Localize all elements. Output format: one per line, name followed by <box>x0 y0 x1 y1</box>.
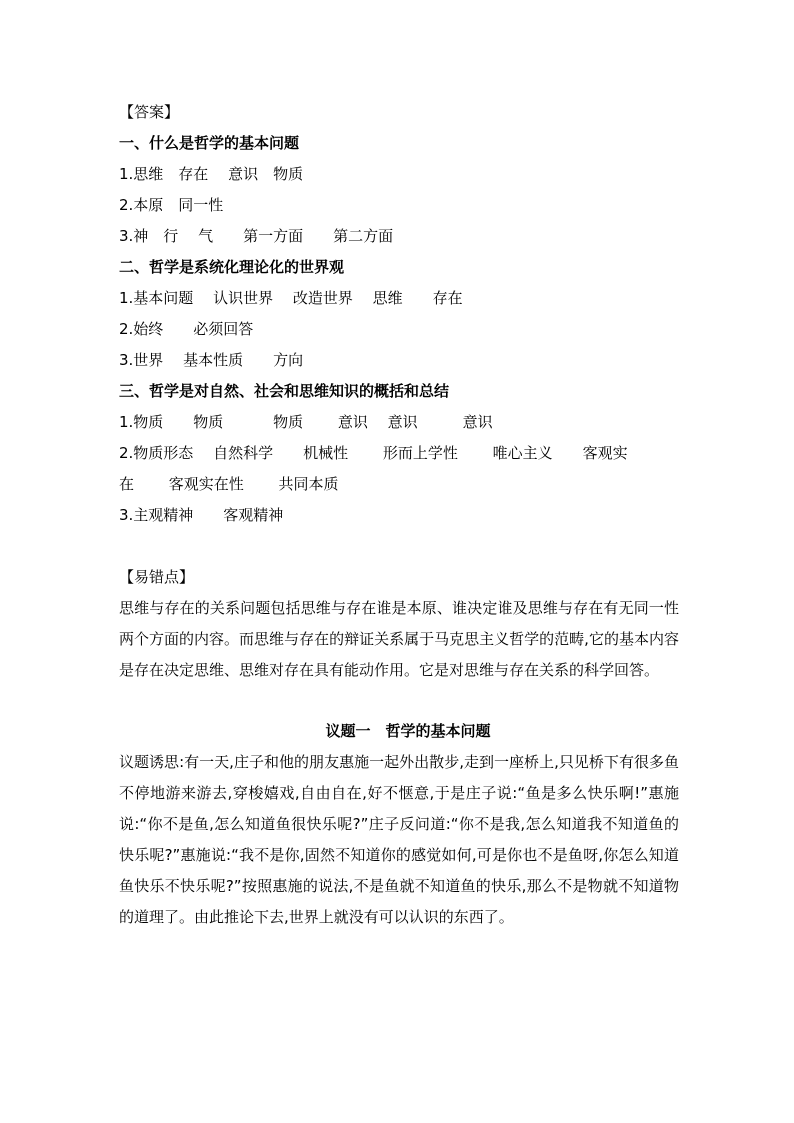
answer-line: 在 客观实在性 共同本质 <box>119 475 339 493</box>
topic-paragraph: 议题诱思:有一天,庄子和他的朋友惠施一起外出散步,走到一座桥上,只见桥下有很多鱼不停地游来游去,穿梭嬉戏,自由自在,好不惬意,于是庄子说:“鱼是多么快乐啊!”惠施说:“你不是鱼,怎么知道鱼很快乐呢?”庄子反问道:“你不是我,怎么知道我不知道鱼的快乐呢?”惠施说:“我不是你,固然不知道你的感觉如何,可是你也不是鱼呀,你怎么知道鱼快乐不快乐呢?”按照惠施的说法,不是鱼就不知道鱼的快乐,那么不是物就不知道物的道理了。由此推论下去,世界上就没有可以认识的东西了。 <box>119 753 679 926</box>
spacer <box>119 686 679 716</box>
answer-line: 3.世界 基本性质 方向 <box>119 351 304 369</box>
answer-line: 3.神 行 气 第一方面 第二方面 <box>119 227 394 245</box>
answer-line: 2.本原 同一性 <box>119 196 224 214</box>
document-page <box>119 97 679 933</box>
answer-section <box>119 128 679 531</box>
topic-title: 议题一 哲学的基本问题 <box>325 722 491 740</box>
answer-line: 1.思维 存在 意识 物质 <box>119 165 304 183</box>
answer-line-section-2: 二、哲学是系统化理论化的世界观 <box>119 258 345 276</box>
spacer <box>119 531 679 562</box>
answer-line: 1.物质 物质 物质 意识 意识 意识 <box>119 413 493 431</box>
error-point-heading: 【易错点】 <box>119 568 195 586</box>
answer-heading: 【答案】 <box>119 103 180 121</box>
answer-line: 1.基本问题 认识世界 改造世界 思维 存在 <box>119 289 463 307</box>
answer-line: 2.物质形态 自然科学 机械性 形而上学性 唯心主义 客观实 <box>119 444 628 462</box>
answer-line: 3.主观精神 客观精神 <box>119 506 284 524</box>
answer-line-section-1: 一、什么是哲学的基本问题 <box>119 134 300 152</box>
error-point-paragraph: 思维与存在的关系问题包括思维与存在谁是本原、谁决定谁及思维与存在有无同一性两个方面的内容。而思维与存在的辩证关系属于马克思主义哲学的范畴,它的基本内容是存在决定思维、思维对存在具有能动作用。它是对思维与存在关系的科学回答。 <box>119 599 679 679</box>
answer-line-section-3: 三、哲学是对自然、社会和思维知识的概括和总结 <box>119 382 450 400</box>
answer-line: 2.始终 必须回答 <box>119 320 254 338</box>
